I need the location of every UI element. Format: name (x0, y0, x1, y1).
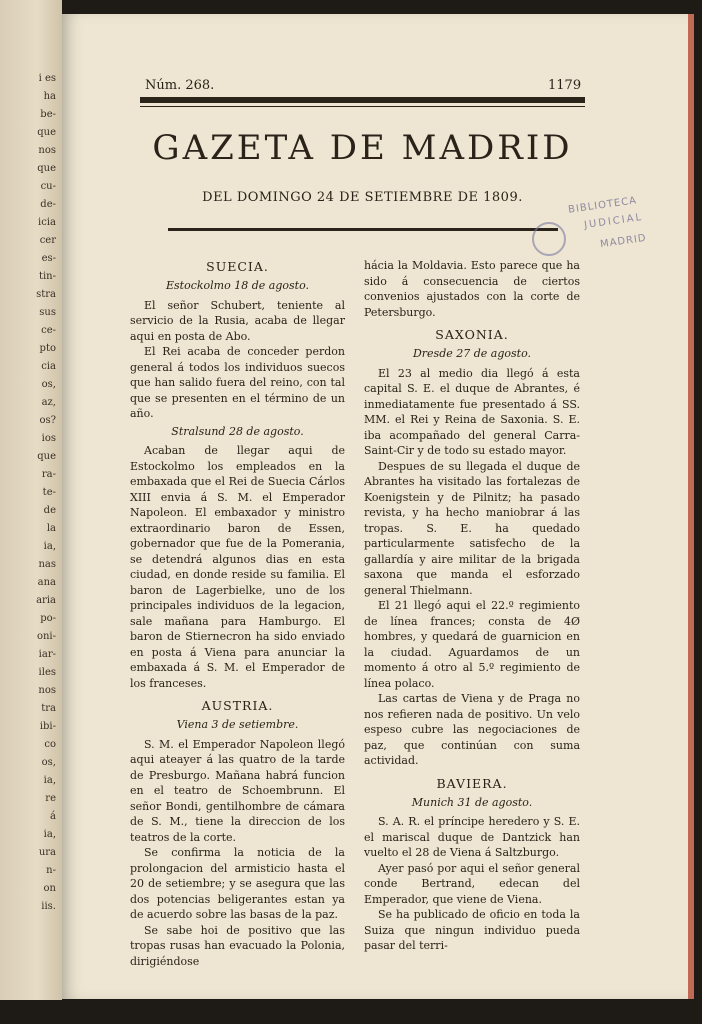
left-page-fragment: cu- (40, 181, 56, 192)
left-page-fragment: n- (46, 865, 56, 876)
left-page-fragment: ibi- (39, 721, 56, 732)
dateline-viena: Viena 3 de setiembre. (176, 718, 299, 731)
left-page-fragment: po- (40, 613, 56, 624)
dateline-dresde: Dresde 27 de agosto. (412, 347, 532, 360)
left-page-fragment: cia (41, 361, 56, 372)
paragraph: Las cartas de Viena y de Praga no nos refieren nada de positivo. Un velo espeso cubre las negociaciones de paz, que continúan con suma actividad. (364, 692, 580, 767)
left-page-fragment: on (43, 883, 56, 894)
left-page-fragment: cer (39, 235, 56, 246)
masthead-title: GAZETA DE MADRID (152, 128, 573, 168)
right-column (364, 258, 580, 954)
left-facing-page (0, 0, 62, 1000)
paragraph: Acaban de llegar aqui de Estockolmo los empleados en la embaxada que el Rei de Suecia Cárlos XIII envia á S. M. el Emperador Napoleon. El embaxador y ministro extraordinario baron de Essen, gobernador que fue de la Pomerania, se detendrá algunos dias en esta ciudad, en donde reside su familia. El baron de Lagerbielke, uno de los principales individuos de la legacion, sale mañana para Hamburgo. El baron de Stiernecron ha sido enviado en posta á Viena para anunciar la embaxada á S. M. el Emperador de los franceses. (130, 444, 345, 690)
left-page-fragment: que (37, 127, 56, 138)
left-page-fragment: ana (37, 577, 56, 588)
left-page-fragment: te- (42, 487, 56, 498)
left-page-fragment: ia, (43, 775, 56, 786)
left-page-fragment: i es (38, 73, 56, 84)
left-page-fragment: icia (38, 217, 56, 228)
left-page-fragment: á (50, 811, 56, 822)
library-stamp (560, 196, 670, 256)
paragraph: hácia la Moldavia. Esto parece que ha sido á consecuencia de ciertos convenios ajustados con la corte de Petersburgo. (364, 259, 580, 319)
paragraph: S. M. el Emperador Napoleon llegó aqui ateayer á las quatro de la tarde de Presburgo. Mañana habrá funcion en el teatro de Schoembrunn. El señor Bondi, gentilhombre de cámara de S. M., tiene la direccion de los teatros de la corte. (130, 737, 345, 844)
paragraph: El 21 llegó aqui el 22.º regimiento de línea frances; consta de 4Ø hombres, y quedará de guarnicion en la ciudad. Aguardamos de un momento á otro al 5.º regimiento de línea polaco. (364, 599, 580, 690)
section-heading-austria: AUSTRIA. (201, 698, 274, 713)
left-page-fragment: iis. (41, 901, 56, 912)
section-heading-baviera: BAVIERA. (436, 775, 508, 791)
dateline-estockolmo: Estockolmo 18 de agosto. (166, 279, 309, 292)
paragraph: El señor Schubert, teniente al servicio de la Rusia, acaba de llegar aqui en posta de Abo. (130, 298, 345, 343)
issue-number: Núm. 268. (145, 78, 215, 93)
left-page-fragment: que (37, 163, 56, 174)
left-page-fragment: la (46, 523, 56, 534)
left-page-fragment: de (43, 505, 56, 516)
left-page-fragment: que (37, 451, 56, 462)
stamp-line-1: BIBLIOTECA (567, 195, 638, 216)
left-page-fragment: nos (38, 685, 56, 696)
left-page-fragment: de- (40, 199, 56, 210)
dateline-stralsund: Stralsund 28 de agosto. (171, 424, 304, 438)
left-page-fragment: oni- (36, 631, 56, 642)
left-page-fragment: re (45, 793, 56, 804)
issue-date: DEL DOMINGO 24 DE SETIEMBRE DE 1809. (202, 190, 523, 205)
seal-stamp-icon (532, 222, 566, 256)
paragraph: Se ha publicado de oficio en toda la Suiza que ningun individuo pueda pasar del terri- (364, 908, 580, 952)
paragraph: El Rei acaba de conceder perdon general á todos los individuos suecos que han salido fuera del reino, con tal que se presenten en el término de un año. (130, 345, 345, 420)
left-page-fragment: nos (38, 145, 56, 156)
left-page-fragment: tin- (38, 271, 56, 282)
section-heading-saxonia: SAXONIA. (435, 327, 509, 342)
paragraph: Se sabe hoi de positivo que las tropas rusas han evacuado la Polonia, dirigiéndose (130, 923, 345, 968)
left-page-fragment: iar- (38, 649, 56, 660)
left-page-fragment: ia, (43, 829, 56, 840)
left-page-fragment: nas (38, 559, 56, 570)
left-page-fragment: sus (39, 307, 56, 318)
left-page-fragment: aria (36, 595, 56, 606)
dateline-munich: Munich 31 de agosto. (411, 795, 533, 809)
left-page-fragment: be- (40, 109, 56, 120)
header-rule-thick (140, 97, 585, 103)
left-page-fragment: tra (41, 703, 56, 714)
left-page-fragment: ios (41, 433, 56, 444)
header-rule-thin (140, 106, 585, 107)
left-page-fragment: es- (41, 253, 56, 264)
left-page-fragment: os? (39, 415, 56, 426)
paragraph: Despues de su llegada el duque de Abrantes ha visitado las fortalezas de Koenigstein y de Pilnitz; ha pasado revista, y ha hecho maniobrar á las tropas. S. E. ha quedado particularmente satisfecho de la gallardía y aire militar de la brigada saxona que manda el esforzado general Thielmann. (364, 459, 580, 597)
page-number: 1179 (548, 78, 582, 93)
left-page-fragment: iles (38, 667, 56, 678)
paragraph: S. A. R. el príncipe heredero y S. E. el mariscal duque de Dantzick han vuelto el 28 de Viena á Saltzburgo. (364, 815, 580, 859)
left-page-fragment: os, (41, 379, 56, 390)
left-page-fragment: pto (39, 343, 56, 354)
left-page-fragment: az, (41, 397, 56, 408)
left-page-fragment: ce- (41, 325, 56, 336)
left-page-fragment: ia, (43, 541, 56, 552)
left-page-fragment: os, (41, 757, 56, 768)
left-page-fragment: ura (38, 847, 56, 858)
stamp-line-2: JUDICIAL (583, 211, 644, 232)
left-column (130, 258, 345, 969)
left-page-fragment: ra- (41, 469, 56, 480)
left-page-fragment: stra (36, 289, 56, 300)
paragraph: Se confirma la noticia de la prolongacion del armisticio hasta el 20 de setiembre; y se asegura que las dos potencias beligerantes estan ya de acuerdo sobre las basas de la paz. (130, 846, 345, 921)
paragraph: El 23 al medio dia llegó á esta capital S. E. el duque de Abrantes, é inmediatamente fue presentado á SS. MM. el Rei y Reina de Saxonia. S. E. iba acompañado del general Carra-Saint-Cir y de todo su estado mayor. (364, 366, 580, 457)
masthead-rule (168, 228, 558, 231)
section-heading-suecia: SUECIA. (206, 259, 269, 274)
left-page-fragment: co (44, 739, 56, 750)
left-page-fragment: ha (43, 91, 56, 102)
paragraph: Ayer pasó por aqui el señor general conde Bertrand, edecan del Emperador, que viene de Viena. (364, 861, 580, 906)
stamp-line-3: MADRID (599, 232, 648, 251)
page-edge (688, 14, 694, 999)
